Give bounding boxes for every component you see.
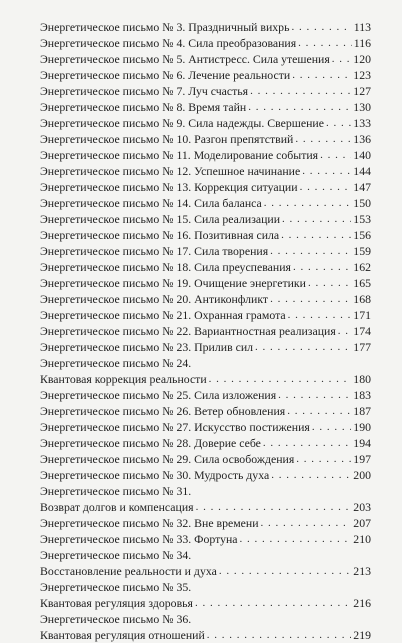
toc-entry xyxy=(40,515,371,531)
toc-entry-page: 207 xyxy=(353,516,371,530)
toc-entry xyxy=(40,595,371,611)
toc-entry xyxy=(40,115,371,131)
toc-leader-dots xyxy=(278,387,351,403)
toc-leader-dots xyxy=(287,403,351,419)
toc-entry-page: 210 xyxy=(353,532,371,546)
toc-entry-page: 113 xyxy=(353,20,371,34)
toc-entry-page: 168 xyxy=(353,292,371,306)
toc-entry xyxy=(40,627,371,643)
toc-entry-page: 165 xyxy=(353,276,371,290)
toc-leader-dots xyxy=(270,291,351,307)
toc-leader-dots xyxy=(326,115,351,131)
toc-entry xyxy=(40,339,371,355)
toc-entry-title: Возврат долгов и компенсация xyxy=(40,500,194,514)
toc-entry-title: Энергетическое письмо № 18. Сила преуспевания xyxy=(40,260,291,274)
toc-entry-page: 183 xyxy=(353,388,371,402)
toc-entry-title: Энергетическое письмо № 10. Разгон препятствий xyxy=(40,132,294,146)
toc-entry xyxy=(40,259,371,275)
toc-entry-page: 180 xyxy=(353,372,371,386)
toc-entry xyxy=(40,243,371,259)
toc-entry xyxy=(40,51,371,67)
toc-leader-dots xyxy=(195,595,351,611)
toc-leader-dots xyxy=(291,19,351,35)
toc-entry-page: 171 xyxy=(353,308,371,322)
toc-leader-dots xyxy=(196,499,352,515)
toc-entry xyxy=(40,147,371,163)
toc-leader-dots xyxy=(295,131,351,147)
toc-leader-dots xyxy=(219,563,351,579)
toc-leader-dots xyxy=(300,179,352,195)
table-of-contents xyxy=(40,19,371,643)
toc-entry-page: 136 xyxy=(353,132,371,146)
toc-entry-title: Восстановление реальности и духа xyxy=(40,564,217,578)
toc-entry-title: Энергетическое письмо № 9. Сила надежды. Свершение xyxy=(40,116,324,130)
toc-entry-page: 203 xyxy=(353,500,371,514)
toc-leader-dots xyxy=(293,259,351,275)
toc-entry-title: Энергетическое письмо № 11. Моделирование события xyxy=(40,148,319,162)
toc-entry-title: Энергетическое письмо № 35. xyxy=(40,580,192,594)
toc-entry-title: Энергетическое письмо № 23. Прилив сил xyxy=(40,340,254,354)
toc-leader-dots xyxy=(261,515,352,531)
toc-entry-page: 187 xyxy=(353,404,371,418)
toc-entry-page: 140 xyxy=(353,148,371,162)
toc-entry xyxy=(40,483,371,499)
toc-leader-dots xyxy=(207,627,352,643)
toc-entry xyxy=(40,99,371,115)
toc-leader-dots xyxy=(302,163,351,179)
toc-entry xyxy=(40,371,371,387)
toc-entry-page: 177 xyxy=(353,340,371,354)
toc-entry-title: Энергетическое письмо № 15. Сила реализации xyxy=(40,212,281,226)
toc-leader-dots xyxy=(296,451,351,467)
toc-entry-title: Энергетическое письмо № 34. xyxy=(40,548,192,562)
toc-entry-title: Энергетическое письмо № 4. Сила преобразования xyxy=(40,36,297,50)
toc-entry xyxy=(40,323,371,339)
toc-entry-title: Энергетическое письмо № 19. Очищение энергетики xyxy=(40,276,306,290)
toc-leader-dots xyxy=(264,195,352,211)
toc-entry-title: Энергетическое письмо № 6. Лечение реальности xyxy=(40,68,291,82)
toc-entry xyxy=(40,307,371,323)
toc-entry xyxy=(40,19,371,35)
toc-entry-page: 194 xyxy=(353,436,371,450)
toc-leader-dots xyxy=(298,35,352,51)
toc-entry-title: Энергетическое письмо № 17. Сила творения xyxy=(40,244,269,258)
toc-entry xyxy=(40,499,371,515)
toc-leader-dots xyxy=(338,323,352,339)
toc-entry xyxy=(40,403,371,419)
toc-entry-page: 133 xyxy=(353,116,371,130)
toc-entry-page: 116 xyxy=(353,36,371,50)
toc-leader-dots xyxy=(250,83,351,99)
toc-entry xyxy=(40,163,371,179)
toc-entry-page: 200 xyxy=(353,468,371,482)
toc-leader-dots xyxy=(281,227,351,243)
toc-leader-dots xyxy=(292,67,351,83)
toc-leader-dots xyxy=(271,467,351,483)
toc-entry xyxy=(40,451,371,467)
toc-entry-page: 219 xyxy=(353,628,371,642)
toc-leader-dots xyxy=(312,419,351,435)
toc-entry xyxy=(40,579,371,595)
toc-entry-title: Энергетическое письмо № 24. xyxy=(40,356,192,370)
toc-entry-title: Энергетическое письмо № 26. Ветер обновления xyxy=(40,404,286,418)
toc-entry-title: Энергетическое письмо № 27. Искусство постижения xyxy=(40,420,310,434)
toc-entry-page: 153 xyxy=(353,212,371,226)
toc-entry-page: 150 xyxy=(353,196,371,210)
toc-entry-page: 213 xyxy=(353,564,371,578)
toc-entry-page: 144 xyxy=(353,164,371,178)
toc-leader-dots xyxy=(263,435,351,451)
toc-entry-page: 162 xyxy=(353,260,371,274)
toc-leader-dots xyxy=(248,99,351,115)
toc-leader-dots xyxy=(282,211,351,227)
toc-entry xyxy=(40,435,371,451)
toc-entry-page: 156 xyxy=(353,228,371,242)
toc-entry-title: Энергетическое письмо № 12. Успешное начинание xyxy=(40,164,301,178)
toc-entry-title: Энергетическое письмо № 5. Антистресс. Сила утешения xyxy=(40,52,330,66)
toc-entry-title: Энергетическое письмо № 7. Луч счастья xyxy=(40,84,249,98)
toc-entry-title: Энергетическое письмо № 13. Коррекция ситуации xyxy=(40,180,298,194)
toc-entry xyxy=(40,467,371,483)
toc-leader-dots xyxy=(308,275,351,291)
toc-entry xyxy=(40,83,371,99)
toc-entry xyxy=(40,275,371,291)
toc-leader-dots xyxy=(255,339,351,355)
toc-entry-title: Энергетическое письмо № 31. xyxy=(40,484,192,498)
toc-entry-title: Энергетическое письмо № 8. Время тайн xyxy=(40,100,247,114)
toc-entry-title: Энергетическое письмо № 22. Вариантностная реализация xyxy=(40,324,336,338)
toc-leader-dots xyxy=(332,51,352,67)
toc-entry-title: Энергетическое письмо № 32. Вне времени xyxy=(40,516,259,530)
toc-entry xyxy=(40,355,371,371)
toc-entry xyxy=(40,419,371,435)
toc-entry xyxy=(40,195,371,211)
toc-entry-title: Энергетическое письмо № 16. Позитивная сила xyxy=(40,228,280,242)
toc-entry xyxy=(40,531,371,547)
toc-entry xyxy=(40,211,371,227)
toc-entry-title: Энергетическое письмо № 14. Сила баланса xyxy=(40,196,262,210)
toc-entry-page: 216 xyxy=(353,596,371,610)
toc-entry-page: 159 xyxy=(353,244,371,258)
toc-entry-page: 123 xyxy=(353,68,371,82)
toc-entry xyxy=(40,227,371,243)
toc-entry-title: Энергетическое письмо № 36. xyxy=(40,612,192,626)
toc-entry xyxy=(40,179,371,195)
toc-entry-title: Энергетическое письмо № 20. Антиконфликт xyxy=(40,292,269,306)
toc-entry-page: 120 xyxy=(353,52,371,66)
toc-entry xyxy=(40,35,371,51)
toc-entry-title: Энергетическое письмо № 28. Доверие себе xyxy=(40,436,261,450)
toc-leader-dots xyxy=(288,307,352,323)
toc-entry-title: Квантовая регуляция здоровья xyxy=(40,596,193,610)
toc-entry-page: 127 xyxy=(353,84,371,98)
toc-entry xyxy=(40,387,371,403)
toc-entry-title: Энергетическое письмо № 25. Сила изложения xyxy=(40,388,277,402)
toc-entry-title: Энергетическое письмо № 3. Праздничный вихрь xyxy=(40,20,290,34)
toc-leader-dots xyxy=(209,371,352,387)
toc-leader-dots xyxy=(240,531,352,547)
toc-entry xyxy=(40,131,371,147)
toc-leader-dots xyxy=(320,147,351,163)
toc-entry-title: Квантовая регуляция отношений xyxy=(40,628,205,642)
toc-entry-page: 147 xyxy=(353,180,371,194)
toc-entry-page: 197 xyxy=(353,452,371,466)
toc-leader-dots xyxy=(270,243,351,259)
toc-entry-title: Энергетическое письмо № 29. Сила освобождения xyxy=(40,452,295,466)
toc-entry-page: 130 xyxy=(353,100,371,114)
toc-entry xyxy=(40,67,371,83)
toc-entry-page: 190 xyxy=(353,420,371,434)
toc-entry xyxy=(40,611,371,627)
toc-entry-page: 174 xyxy=(353,324,371,338)
toc-entry xyxy=(40,291,371,307)
toc-entry-title: Энергетическое письмо № 21. Охранная грамота xyxy=(40,308,286,322)
toc-entry-title: Квантовая коррекция реальности xyxy=(40,372,207,386)
toc-entry xyxy=(40,547,371,563)
toc-entry-title: Энергетическое письмо № 33. Фортуна xyxy=(40,532,238,546)
toc-entry xyxy=(40,563,371,579)
toc-entry-title: Энергетическое письмо № 30. Мудрость духа xyxy=(40,468,270,482)
